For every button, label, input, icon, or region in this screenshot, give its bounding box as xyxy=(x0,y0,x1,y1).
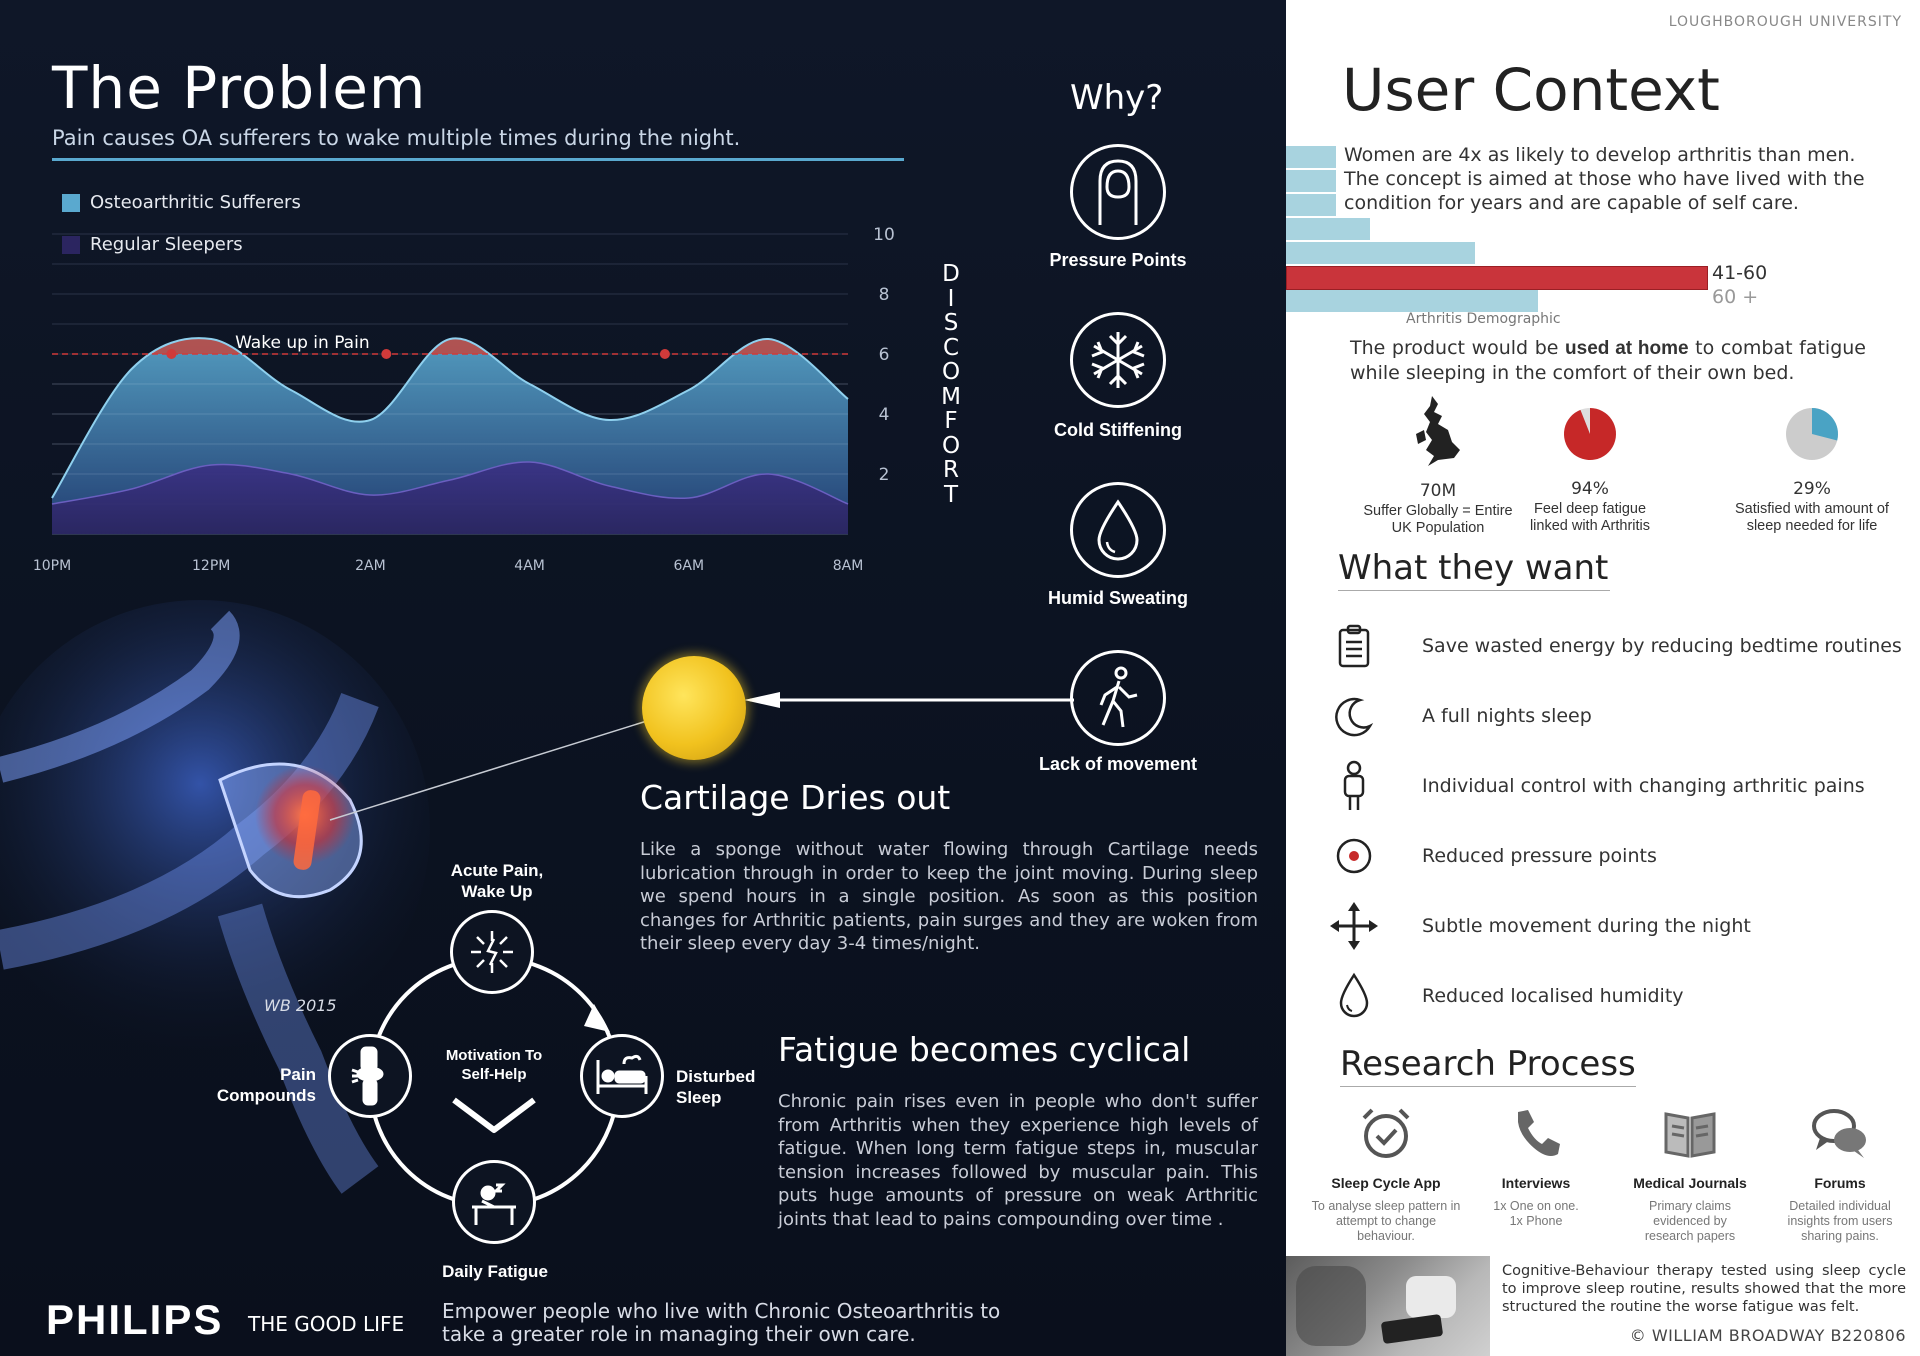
wants-underline xyxy=(1338,590,1610,591)
fatigue-title: Fatigue becomes cyclical xyxy=(778,1030,1191,1069)
droplet-icon xyxy=(1338,973,1370,1019)
want-item xyxy=(1326,974,1684,1018)
stat-satisfied xyxy=(1712,394,1912,535)
legend-label-regular: Regular Sleepers xyxy=(90,234,243,255)
stat-description: Satisfied with amount of sleep needed for life xyxy=(1735,501,1889,534)
why-item-label: Lack of movement xyxy=(1038,754,1198,774)
research-item-desc: Primary claims evidenced by research papers xyxy=(1644,1199,1736,1243)
x-tick-label: 8AM xyxy=(832,558,864,574)
philips-tagline: THE GOOD LIFE xyxy=(248,1312,405,1336)
pointer-line xyxy=(0,0,1286,900)
uk-map-icon xyxy=(1408,394,1468,474)
why-item-label: Pressure Points xyxy=(1049,250,1187,270)
bedside-photo xyxy=(1286,1256,1490,1356)
demographic-bar xyxy=(1286,146,1336,168)
knee-joint-icon xyxy=(328,1034,412,1118)
stat-value: 94% xyxy=(1571,479,1609,499)
moon-icon xyxy=(1334,696,1374,736)
want-item xyxy=(1326,904,1751,948)
sponge-illustration xyxy=(642,656,746,760)
cycle-label-bottom: Daily Fatigue xyxy=(442,1262,548,1281)
mission-statement: Empower people who live with Chronic Osteoarthritis to take a greater role in managing their own care. xyxy=(442,1299,1001,1346)
y-tick-label: 6 xyxy=(878,345,890,365)
research-item-title: Forums xyxy=(1814,1175,1866,1191)
y-axis-letter: O xyxy=(941,432,961,459)
pie-slice xyxy=(1564,408,1616,460)
cycle-label-left: Pain Compounds xyxy=(216,1065,316,1105)
bed-sleep-icon xyxy=(580,1034,664,1118)
cbt-note: Cognitive-Behaviour therapy tested using sleep cycle to improve sleep routine, results showed that the more structured the routine the worse fatigue was felt. xyxy=(1502,1263,1906,1315)
pie-94-icon xyxy=(1550,394,1630,474)
y-tick-label: 4 xyxy=(878,405,890,425)
home-use-statement xyxy=(1350,336,1866,385)
y-axis-letter: S xyxy=(943,310,959,336)
want-label: Save wasted energy by reducing bedtime routines xyxy=(1422,635,1902,657)
want-label: Subtle movement during the night xyxy=(1422,915,1751,937)
home-post: to combat fatigue while sleeping in the comfort of their own bed. xyxy=(1350,337,1866,384)
x-tick-label: 10PM xyxy=(32,558,72,574)
research-title: Research Process xyxy=(1340,1044,1636,1084)
fatigue-body: Chronic pain rises even in people who don't suffer from Arthritis when they experience high levels of fatigue. When long term fatigue steps in, muscular tension increases followed by muscular pain. This puts huge amounts of pressure on weak Arthritic joints that lead to pains compounding over time . xyxy=(778,1091,1258,1230)
pain-burst-icon xyxy=(450,910,534,994)
demographic-bar-41-60 xyxy=(1286,266,1708,290)
research-underline xyxy=(1340,1086,1636,1087)
copyright: © WILLIAM BROADWAY B220806 xyxy=(1629,1326,1906,1345)
x-tick-label: 4AM xyxy=(514,558,545,574)
stat-value: 70M xyxy=(1419,481,1457,501)
stat-description: Feel deep fatigue linked with Arthritis xyxy=(1529,501,1651,534)
want-item xyxy=(1326,834,1657,878)
why-title: Why? xyxy=(1070,78,1164,118)
x-tick-label: 12PM xyxy=(192,558,231,574)
wants-title: What they want xyxy=(1338,548,1609,588)
target-icon xyxy=(1334,836,1374,876)
want-item xyxy=(1326,764,1865,808)
user-context-title: User Context xyxy=(1342,56,1720,124)
demographic-bar xyxy=(1286,170,1336,192)
why-item-label: Humid Sweating xyxy=(1047,588,1188,608)
stat-fatigue xyxy=(1490,394,1690,535)
y-axis-letter: I xyxy=(947,285,955,312)
stat-value: 29% xyxy=(1793,479,1831,499)
demographic-bar xyxy=(1286,194,1336,216)
want-item xyxy=(1326,694,1592,738)
research-item xyxy=(1456,1106,1616,1229)
want-label: Reduced pressure points xyxy=(1422,845,1657,867)
pie-29-icon xyxy=(1772,394,1852,474)
y-tick-label: 10 xyxy=(873,225,895,245)
want-label: Individual control with changing arthritic pains xyxy=(1422,775,1865,797)
research-item xyxy=(1760,1106,1920,1244)
alarm-clock-icon xyxy=(1358,1106,1414,1162)
x-tick-label: 2AM xyxy=(355,558,386,574)
clipboard-icon xyxy=(1337,624,1371,668)
chat-icon xyxy=(1810,1106,1870,1162)
demographic-label-41-60: 41-60 xyxy=(1712,262,1768,284)
artist-signature: WB 2015 xyxy=(264,996,337,1015)
y-tick-label: 8 xyxy=(878,285,890,305)
y-axis-letter: C xyxy=(942,334,960,361)
book-icon xyxy=(1660,1106,1720,1162)
demographic-bar xyxy=(1286,242,1475,264)
demographic-caption: Arthritis Demographic xyxy=(1406,311,1561,327)
phone-icon xyxy=(1508,1106,1564,1162)
research-item-desc: 1x One on one. 1x Phone xyxy=(1493,1199,1579,1228)
problem-title: The Problem xyxy=(52,54,427,122)
want-label: Reduced localised humidity xyxy=(1422,985,1684,1007)
research-item xyxy=(1306,1106,1466,1244)
stat-description: Suffer Globally = Entire UK Population xyxy=(1363,503,1513,536)
demographic-bar-60-plus xyxy=(1286,290,1538,312)
cycle-label-top: Acute Pain, Wake Up xyxy=(450,861,544,901)
wake-up-annotation: Wake up in Pain xyxy=(235,333,370,353)
user-context-panel xyxy=(1286,0,1920,1356)
y-axis-letter: O xyxy=(941,359,961,385)
y-axis-letter: M xyxy=(941,383,961,410)
research-item-title: Interviews xyxy=(1501,1175,1571,1191)
y-tick-label: 2 xyxy=(878,465,890,485)
problem-subtitle: Pain causes OA sufferers to wake multiple times during the night. xyxy=(52,126,741,150)
want-item xyxy=(1326,624,1902,668)
research-item-title: Medical Journals xyxy=(1633,1175,1747,1191)
y-axis-letter: T xyxy=(943,481,959,508)
cycle-label-right: Disturbed Sleep xyxy=(676,1067,756,1107)
y-axis-letter: R xyxy=(943,457,959,483)
cartilage-body: Like a sponge without water flowing through Cartilage needs lubrication through in order to keep the joint moving. During sleep we spend hours in a single position. As soon as this position changes for Arthritic patients, pain surges and they are woken from their sleep every day 3-4 times/night. xyxy=(640,839,1258,954)
demographic-bar xyxy=(1286,218,1370,240)
tired-desk-icon xyxy=(452,1160,536,1244)
research-item xyxy=(1610,1106,1770,1244)
cartilage-title: Cartilage Dries out xyxy=(640,778,951,817)
x-tick-label: 6AM xyxy=(673,558,705,574)
legend-label-oa: Osteoarthritic Sufferers xyxy=(90,192,301,213)
home-bold: used at home xyxy=(1565,338,1689,359)
research-item-desc: Detailed individual insights from users sharing pains. xyxy=(1787,1199,1893,1243)
user-context-intro: Women are 4x as likely to develop arthritis than men. The concept is aimed at those who have lived with the condition for years and are capable of self care. xyxy=(1344,143,1884,215)
demographic-label-60: 60 + xyxy=(1712,286,1759,308)
home-pre: The product would be xyxy=(1350,337,1566,359)
y-axis-letter: D xyxy=(942,261,960,287)
philips-logo: PHILIPS xyxy=(46,1296,224,1343)
cycle-label-center: Motivation To Self-Help xyxy=(445,1047,543,1083)
research-item-title: Sleep Cycle App xyxy=(1331,1175,1441,1191)
why-item-label: Cold Stiffening xyxy=(1054,420,1182,440)
move-arrows-icon xyxy=(1330,902,1378,950)
y-axis-letter: F xyxy=(944,408,958,434)
university-label: LOUGHBOROUGH UNIVERSITY xyxy=(1668,14,1902,30)
want-label: A full nights sleep xyxy=(1422,705,1592,727)
research-item-desc: To analyse sleep pattern in attempt to change behaviour. xyxy=(1311,1199,1461,1243)
person-icon xyxy=(1340,760,1368,812)
